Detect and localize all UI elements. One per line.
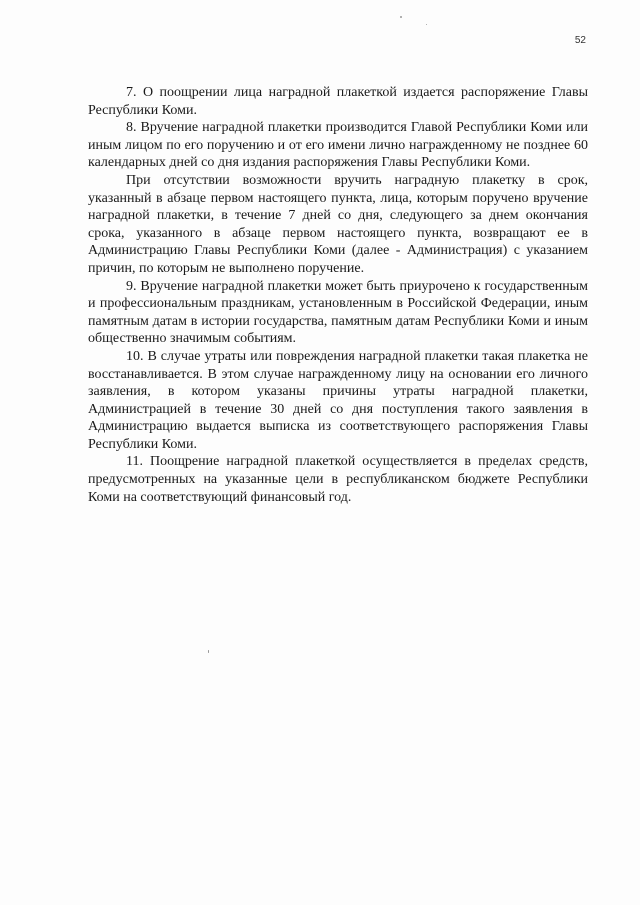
scan-speck [208,650,209,653]
paragraph-11: 11. Поощрение наградной плакеткой осуществляется в пределах средств, предусмотренных на указанные цели в республиканском бюджете Республики Коми на соответствующий финансовый год. [88,454,588,505]
scan-speck [400,16,402,18]
paragraph-10: 10. В случае утраты или повреждения наградной плакетки такая плакетка не восстанавливается. В этом случае награжденному лицу на основании его личного заявления, в котором указаны причины утраты наградной плакетки, Администрацией в течение 30 дней со дня поступления такого заявления в Администрацию выдается выписка из соответствующего распоряжения Главы Республики Коми. [88,348,588,452]
paragraph-7: 7. О поощрении лица наградной плакеткой издается распоряжение Главы Республики Коми. [88,85,588,118]
paragraph-8-part-2: При отсутствии возможности вручить наградную плакетку в срок, указанный в абзаце первом настоящего пункта, лица, которым поручено вручение наградной плакетки, в течение 7 дней со дня, следующего за днем окончания срока, указанного в абзаце первом настоящего пункта, возвращают ее в Администрацию Главы Республики Коми (далее - Администрация) с указанием причин, по которым не выполнено поручение. [88,172,588,276]
document-body [88,84,588,506]
paragraph-8: 8. Вручение наградной плакетки производится Главой Республики Коми или иным лицом по его поручению и от его имени лично награжденному не позднее 60 календарных дней со дня издания распоряжения Главы Республики Коми. [88,120,588,171]
page-number: 52 [574,35,586,46]
paragraph-9: 9. Вручение наградной плакетки может быть приурочено к государственным и профессиональным праздникам, установленным в Российской Федерации, иным памятным датам в истории государства, памятным датам Республики Коми и иным общественно значимым событиям. [88,278,588,347]
scan-speck [426,24,427,25]
